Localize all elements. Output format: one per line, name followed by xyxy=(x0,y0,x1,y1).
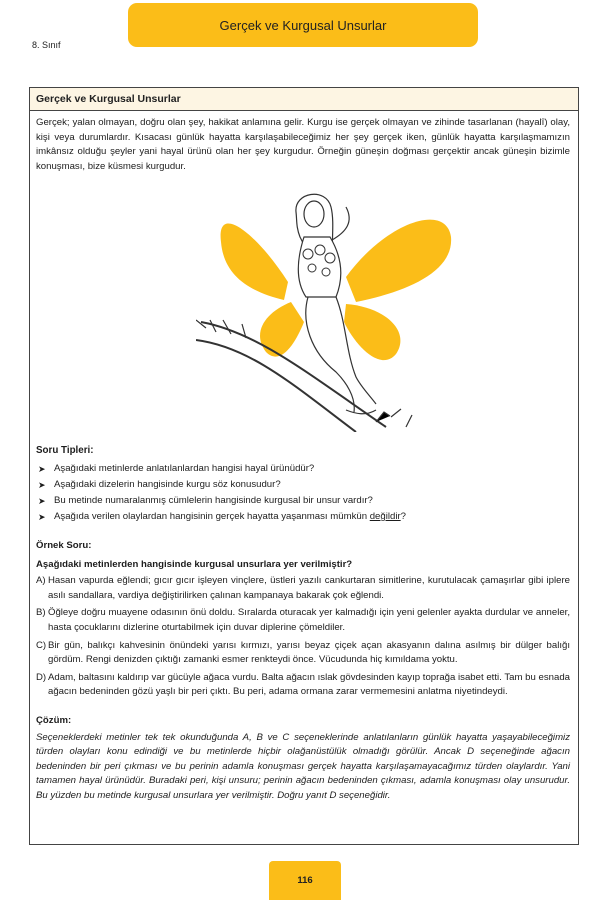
arrow-icon: ➤ xyxy=(38,495,46,506)
example-question: Aşağıdaki metinlerden hangisinde kurgusal unsurlara yer verilmiştir? xyxy=(36,558,353,570)
content-box xyxy=(29,87,579,845)
page-number: 116 xyxy=(269,861,341,900)
box-content xyxy=(30,111,578,803)
box-heading: Gerçek ve Kurgusal Unsurlar xyxy=(30,88,578,111)
option-c xyxy=(36,639,570,668)
question-types-title: Soru Tipleri: xyxy=(36,445,94,457)
option-text: Bir gün, balıkçı kahvesinin önündeki yarısı kırmızı, yarısı beyaz çiçek açan akasyanın dalına asılmış bir dülger balığı gördüm. Rengi denizden çıktığı zamanki esmer renkteydi önce. Vücudunda hiç kımıldama yoktu. xyxy=(48,639,570,666)
solution-text: Seçeneklerdeki metinler tek tek okunduğunda A, B ve C seçeneklerinde anlatılanların günlük hayatta yaşayabileceğimiz türden olayları konu edindiği ve bu metinlerde hiçbir olağanüstülük olmadığı görülür. Ancak D seçeneğinde ağacın bedeninden bir peri çıkması ve bu perinin adamla konuşması gerçek hayatta karşılaşamayacağımız türden olaylardır. Yani tamamen hayal ürünüdür. Buradaki peri, kişi unsuru; perinin ağacın bedeninden çıkması, adamla konuşması olay unsurudur. Bu yüzden bu metinde kurgusal unsurlara yer verilmiştir. Doğru yanıt D seçeneğidir. xyxy=(36,731,570,801)
illustration xyxy=(36,182,570,434)
option-d xyxy=(36,671,570,700)
list-item-text: Aşağıdaki metinlerde anlatılanlardan hangisi hayal ürünüdür? xyxy=(54,462,315,474)
list-item xyxy=(36,461,570,477)
option-letter: C) xyxy=(36,639,47,651)
list-item-text: Bu metinde numaralanmış cümlelerin hangisinde kurgusal bir unsur vardır? xyxy=(54,494,373,506)
option-text: Adam, baltasını kaldırıp var gücüyle ağaca vurdu. Balta ağacın ıslak gövdesinden kayıp toprağa isabet etti. Tam bu esnada ağacın bedeninden gözü yaşlı bir peri çıktı. Bu peri, adama ormana zarar vermemesini anlatma niyetindeydi. xyxy=(48,671,570,698)
option-a xyxy=(36,574,570,603)
option-text: Hasan vapurda eğlendi; gıcır gıcır işleyen vinçlere, üstleri yazılı cankurtaran simitlerine, kurutulacak çamaşırlar gibi iplere asılı sandallara, vardiya değiştirilirken çalınan kampanaya bakarak çok eğlendi. xyxy=(48,575,570,601)
list-item-text: Aşağıda verilen olaylardan hangisinin gerçek hayatta yaşanması mümkün xyxy=(54,510,370,522)
solution-title: Çözüm: xyxy=(36,714,72,726)
list-item-suffix: ? xyxy=(400,510,406,522)
example-title: Örnek Soru: xyxy=(36,539,92,551)
option-b xyxy=(36,606,570,635)
page-title: Gerçek ve Kurgusal Unsurlar xyxy=(219,17,387,33)
list-item xyxy=(36,477,570,493)
arrow-icon: ➤ xyxy=(38,463,46,474)
list-item xyxy=(36,509,570,525)
option-letter: B) xyxy=(36,607,46,619)
intro-paragraph: Gerçek; yalan olmayan, doğru olan şey, hakikat anlamına gelir. Kurgu ise gerçek olmayan ve zihinde tasarlanan (hayalî) olay, kişi veya durumlardır. Kısacası günlük hayatta karşılaşabileceğimiz her şey gerçek iken, günlük hayatta karşılaşmamızın imkânsız olduğu şeyler yani hayal ürünü olan her şey kurgudur. Örneğin güneşin doğması gerçektir ancak güneşin bizimle konuşması, bize küsmesi kurgudur. xyxy=(36,117,570,172)
fairy-with-wings-icon xyxy=(196,182,466,432)
list-item xyxy=(36,493,570,509)
option-letter: A) xyxy=(36,575,46,587)
arrow-icon: ➤ xyxy=(38,511,46,522)
arrow-icon: ➤ xyxy=(38,479,46,490)
option-letter: D) xyxy=(36,671,47,683)
option-text: Öğleye doğru muayene odasının önü doldu. Sıralarda oturacak yer kalmadığı için yeni gelenler ayakta durdular ve anneler, hasta çocuklarını dizlerine oturtabilmek için duvar diplerine çömeldiler. xyxy=(48,607,570,633)
grade-label: 8. Sınıf xyxy=(32,40,61,50)
page-title-banner xyxy=(128,3,478,47)
question-types-list xyxy=(36,461,570,525)
underlined-word: değildir xyxy=(369,510,401,522)
list-item-text: Aşağıdaki dizelerin hangisinde kurgu söz konusudur? xyxy=(54,478,281,490)
